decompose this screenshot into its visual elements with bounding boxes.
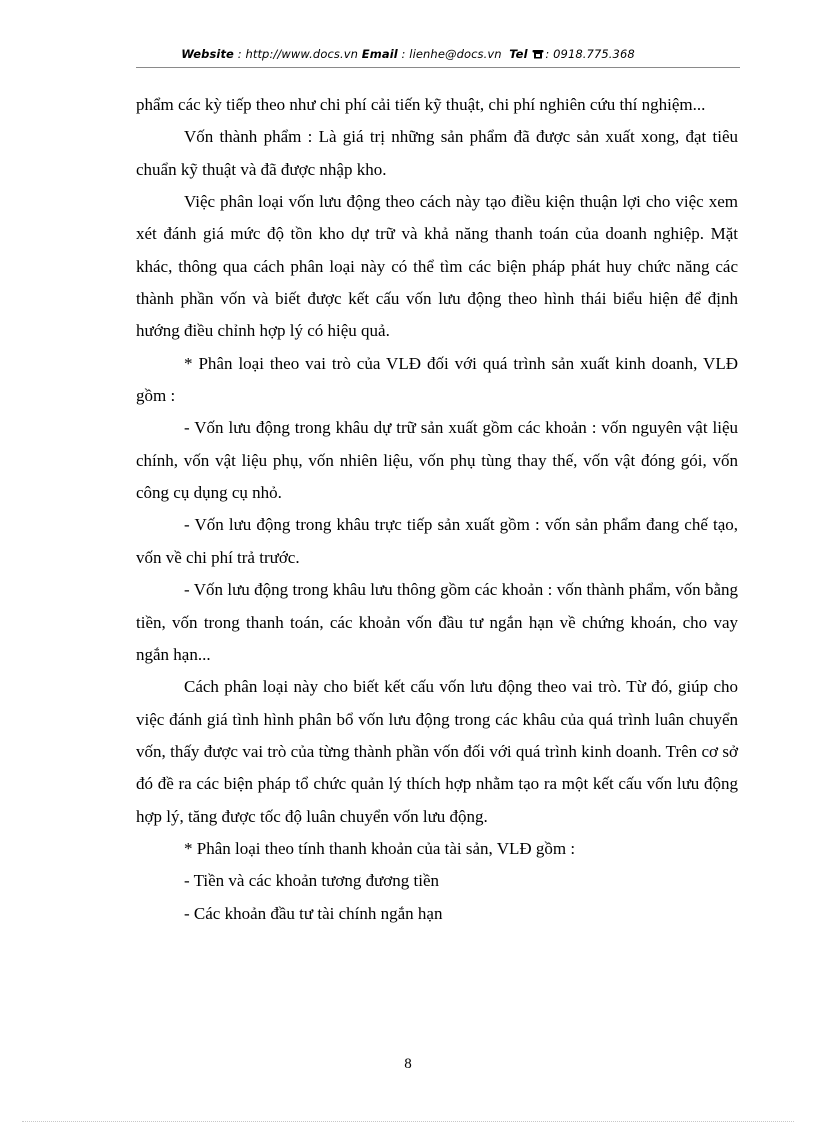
phone-icon — [532, 48, 544, 58]
tel-separator: : — [545, 47, 554, 61]
paragraph: - Vốn lưu động trong khâu dự trữ sản xuất gồm các khoản : vốn nguyên vật liệu chính, vốn vật liệu phụ, vốn nhiên liệu, vốn phụ tùng thay thế, vốn vật đóng gói, vốn công cụ dụng cụ nhỏ. — [136, 418, 738, 503]
paragraph: - Vốn lưu động trong khâu lưu thông gồm các khoản : vốn thành phẩm, vốn bằng tiền, vốn trong thanh toán, các khoản vốn đầu tư ngắn hạn về chứng khoán, cho vay ngắn hạn... — [136, 580, 738, 664]
page-number: 8 — [404, 1056, 412, 1072]
list-item: - Tiền và các khoản tương đương tiền — [184, 871, 440, 891]
tel-number: 0918.775.368 — [553, 47, 635, 61]
website-separator: : — [233, 47, 246, 61]
paragraph: Cách phân loại này cho biết kết cấu vốn lưu động theo vai trò. Từ đó, giúp cho việc đánh giá tình hình phân bổ vốn lưu động trong các khâu của quá trình luân chuyển vốn, thấy được vai trò của từng thành phần vốn đối với quá trình kinh doanh. Trên cơ sở đó đề ra các biện pháp tổ chức quản lý thích hợp nhằm tạo ra một kết cấu vốn lưu động hợp lý, tăng được tốc độ luân chuyển vốn lưu động. — [136, 677, 738, 826]
page-header — [0, 47, 816, 61]
email-separator: : — [397, 47, 410, 61]
page-bottom-border — [22, 1121, 794, 1122]
paragraph: - Vốn lưu động trong khâu trực tiếp sản xuất gồm : vốn sản phẩm đang chế tạo, vốn về chi phí trả trước. — [136, 515, 738, 567]
website-label: Website — [181, 47, 234, 61]
header-divider — [136, 67, 740, 68]
email-label: Email — [361, 47, 398, 61]
paragraph: phẩm các kỳ tiếp theo như chi phí cải tiến kỹ thuật, chi phí nghiên cứu thí nghiệm... — [136, 95, 706, 114]
paragraph: * Phân loại theo tính thanh khoản của tài sản, VLĐ gồm : — [184, 838, 576, 858]
email-address[interactable]: lienhe@docs.vn — [409, 47, 502, 61]
paragraph: Việc phân loại vốn lưu động theo cách này tạo điều kiện thuận lợi cho việc xem xét đánh giá mức độ tồn kho dự trữ và khả năng thanh toán của doanh nghiệp. Mặt khác, thông qua cách phân loại này có thể tìm các biện pháp phát huy chức năng các thành phần vốn và biết được kết cấu vốn lưu động theo hình thái biểu hiện để định hướng điều chỉnh hợp lý có hiệu quả. — [136, 192, 738, 341]
paragraph: * Phân loại theo vai trò của VLĐ đối với quá trình sản xuất kinh doanh, VLĐ gồm : — [136, 353, 738, 406]
tel-label: Tel — [509, 47, 528, 61]
document-body — [136, 89, 738, 930]
website-url[interactable]: http://www.docs.vn — [245, 47, 359, 61]
list-item: - Các khoản đầu tư tài chính ngắn hạn — [184, 903, 443, 923]
paragraph: Vốn thành phẩm : Là giá trị những sản phẩm đã được sản xuất xong, đạt tiêu chuẩn kỹ thuật và đã được nhập kho. — [136, 127, 738, 179]
